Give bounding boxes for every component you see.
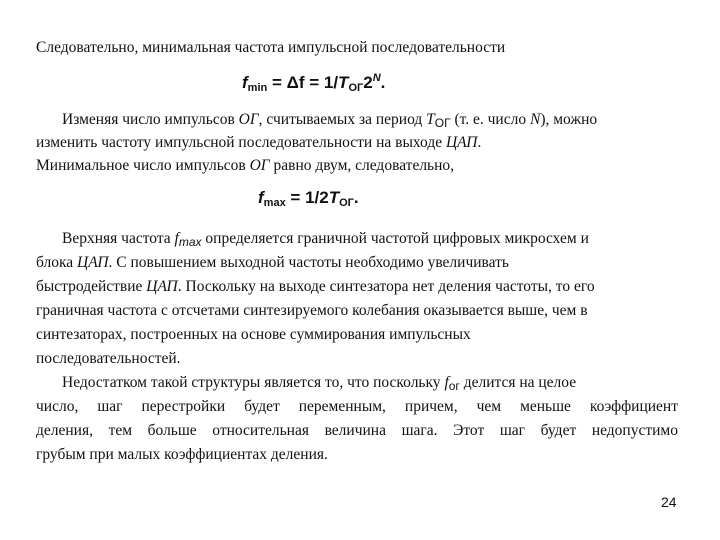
formula-fmax: $f_{max} = 1/2T_{ОГ}$. — [258, 188, 359, 209]
paragraph-2-line-2: изменить частоту импульсной последовательности на выходе ЦАП. — [36, 134, 482, 151]
paragraph-3-line-3: быстродействие ЦАП. Поскольку на выходе синтезатора нет деления частоты, то его — [36, 278, 595, 295]
paragraph-4-line-3: деления, тем больше относительная величина шага. Этот шаг будет недопустимо — [36, 422, 678, 439]
paragraph-2-line-3: Минимальное число импульсов ОГ равно двум, следовательно, — [36, 157, 455, 174]
paragraph-4-line-1: Недостатком такой структуры является то, что поскольку fог делится на целое — [62, 374, 577, 393]
paragraph-3-line-4: граничная частота с отсчетами синтезируемого колебания оказывается выше, чем в — [36, 302, 588, 319]
page-number: 24 — [661, 494, 677, 510]
intro-line — [36, 38, 505, 58]
paragraph-4-line-2: число, шаг перестройки будет переменным, причем, чем меньше коэффициент — [36, 398, 678, 415]
paragraph-3-line-6: последовательностей. — [36, 350, 181, 367]
paragraph-2-line-1: Изменяя число импульсов ОГ, считываемых за период TОГ (т. е. число N), можно — [62, 111, 598, 130]
paragraph-4-line-4: грубым при малых коэффициентах деления. — [36, 446, 328, 463]
intro-text: Следовательно, минимальная частота импульсной последовательности — [36, 39, 506, 56]
paragraph-3-line-2: блока ЦАП. С повышением выходной частоты необходимо увеличивать — [36, 254, 509, 271]
formula-fmin: $f_{min} = \Delta f = 1/T_{ОГ}2^N$. — [242, 72, 386, 94]
paragraph-3-line-1: Верхняя частота fmax определяется граничной частотой цифровых микросхем и — [62, 230, 589, 249]
paragraph-3-line-5: синтезаторах, построенных на основе суммирования импульсных — [36, 326, 471, 343]
